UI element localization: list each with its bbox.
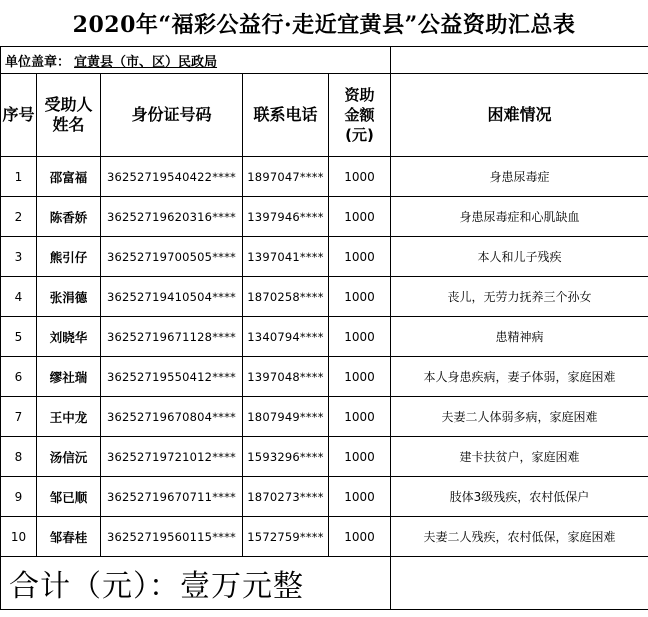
table-row — [1, 157, 648, 197]
row-phone: 1897047**** — [243, 157, 329, 197]
row-phone: 1397041**** — [243, 237, 329, 277]
row-name: 缪社瑞 — [37, 357, 101, 397]
row-id-number: 36252719410504**** — [101, 277, 243, 317]
row-id-number: 36252719721012**** — [101, 437, 243, 477]
row-seq: 5 — [1, 317, 37, 357]
row-id-number: 36252719620316**** — [101, 197, 243, 237]
row-situation: 身患尿毒症 — [391, 157, 648, 197]
row-amount: 1000 — [329, 517, 391, 557]
row-name: 邹春桂 — [37, 517, 101, 557]
row-phone: 1870273**** — [243, 477, 329, 517]
row-amount: 1000 — [329, 437, 391, 477]
header-situation: 困难情况 — [391, 74, 648, 157]
row-phone: 1870258**** — [243, 277, 329, 317]
row-seq: 6 — [1, 357, 37, 397]
header-name-line2: 姓名 — [52, 115, 85, 134]
row-amount: 1000 — [329, 237, 391, 277]
header-amount — [329, 74, 391, 157]
row-situation: 肢体3级残疾，农村低保户 — [391, 477, 648, 517]
page-title: 2020年“福彩公益行·走近宜黄县”公益资助汇总表 — [72, 11, 576, 38]
row-situation: 丧儿，无劳力抚养三个孙女 — [391, 277, 648, 317]
table-row — [1, 277, 648, 317]
row-name: 刘晓华 — [37, 317, 101, 357]
row-seq: 2 — [1, 197, 37, 237]
table-row — [1, 437, 648, 477]
total-row — [1, 557, 648, 610]
header-name — [37, 74, 101, 157]
row-seq: 3 — [1, 237, 37, 277]
table-row — [1, 517, 648, 557]
row-name: 熊引仔 — [37, 237, 101, 277]
header-phone: 联系电话 — [243, 74, 329, 157]
table-row — [1, 477, 648, 517]
table-row — [1, 317, 648, 357]
aid-summary-table — [0, 46, 648, 610]
row-situation: 夫妻二人残疾，农村低保，家庭困难 — [391, 517, 648, 557]
header-row — [1, 74, 648, 157]
row-amount: 1000 — [329, 477, 391, 517]
row-id-number: 36252719700505**** — [101, 237, 243, 277]
row-phone: 1593296**** — [243, 437, 329, 477]
row-amount: 1000 — [329, 157, 391, 197]
row-id-number: 36252719540422**** — [101, 157, 243, 197]
row-name: 张涓德 — [37, 277, 101, 317]
row-name: 汤信沅 — [37, 437, 101, 477]
row-id-number: 36252719671128**** — [101, 317, 243, 357]
row-seq: 10 — [1, 517, 37, 557]
unit-label: 单位盖章： — [5, 54, 71, 70]
row-situation: 患精神病 — [391, 317, 648, 357]
table-row — [1, 197, 648, 237]
header-seq: 序号 — [1, 74, 37, 157]
row-situation: 本人和儿子残疾 — [391, 237, 648, 277]
row-amount: 1000 — [329, 357, 391, 397]
row-seq: 1 — [1, 157, 37, 197]
row-name: 陈香娇 — [37, 197, 101, 237]
row-seq: 4 — [1, 277, 37, 317]
row-seq: 8 — [1, 437, 37, 477]
row-id-number: 36252719670804**** — [101, 397, 243, 437]
header-amount-line2: 金额 — [344, 106, 375, 124]
table-row — [1, 237, 648, 277]
row-amount: 1000 — [329, 397, 391, 437]
row-name: 邵富福 — [37, 157, 101, 197]
total-amount: 合计（元）：壹万元整 — [1, 557, 391, 610]
unit-stamp-cell — [1, 47, 391, 74]
row-situation: 身患尿毒症和心肌缺血 — [391, 197, 648, 237]
row-situation: 本人身患疾病，妻子体弱，家庭困难 — [391, 357, 648, 397]
table-row — [1, 357, 648, 397]
unit-row — [1, 47, 648, 74]
row-phone: 1397946**** — [243, 197, 329, 237]
row-phone: 1397048**** — [243, 357, 329, 397]
unit-value: 宜黄县（市、区）民政局 — [74, 54, 218, 70]
header-id: 身份证号码 — [101, 74, 243, 157]
row-phone: 1807949**** — [243, 397, 329, 437]
row-phone: 1340794**** — [243, 317, 329, 357]
row-id-number: 36252719670711**** — [101, 477, 243, 517]
header-amount-line1: 资助 — [344, 86, 375, 104]
row-amount: 1000 — [329, 277, 391, 317]
row-id-number: 36252719550412**** — [101, 357, 243, 397]
header-name-line1: 受助人 — [44, 95, 93, 114]
row-amount: 1000 — [329, 197, 391, 237]
row-id-number: 36252719560115**** — [101, 517, 243, 557]
table-row — [1, 397, 648, 437]
row-seq: 7 — [1, 397, 37, 437]
row-seq: 9 — [1, 477, 37, 517]
row-name: 王中龙 — [37, 397, 101, 437]
row-name: 邹已顺 — [37, 477, 101, 517]
row-situation: 夫妻二人体弱多病，家庭困难 — [391, 397, 648, 437]
unit-empty-cell — [391, 47, 648, 74]
row-situation: 建卡扶贫户，家庭困难 — [391, 437, 648, 477]
total-empty-cell — [391, 557, 648, 610]
header-amount-line3: (元) — [345, 126, 374, 144]
row-phone: 1572759**** — [243, 517, 329, 557]
row-amount: 1000 — [329, 317, 391, 357]
